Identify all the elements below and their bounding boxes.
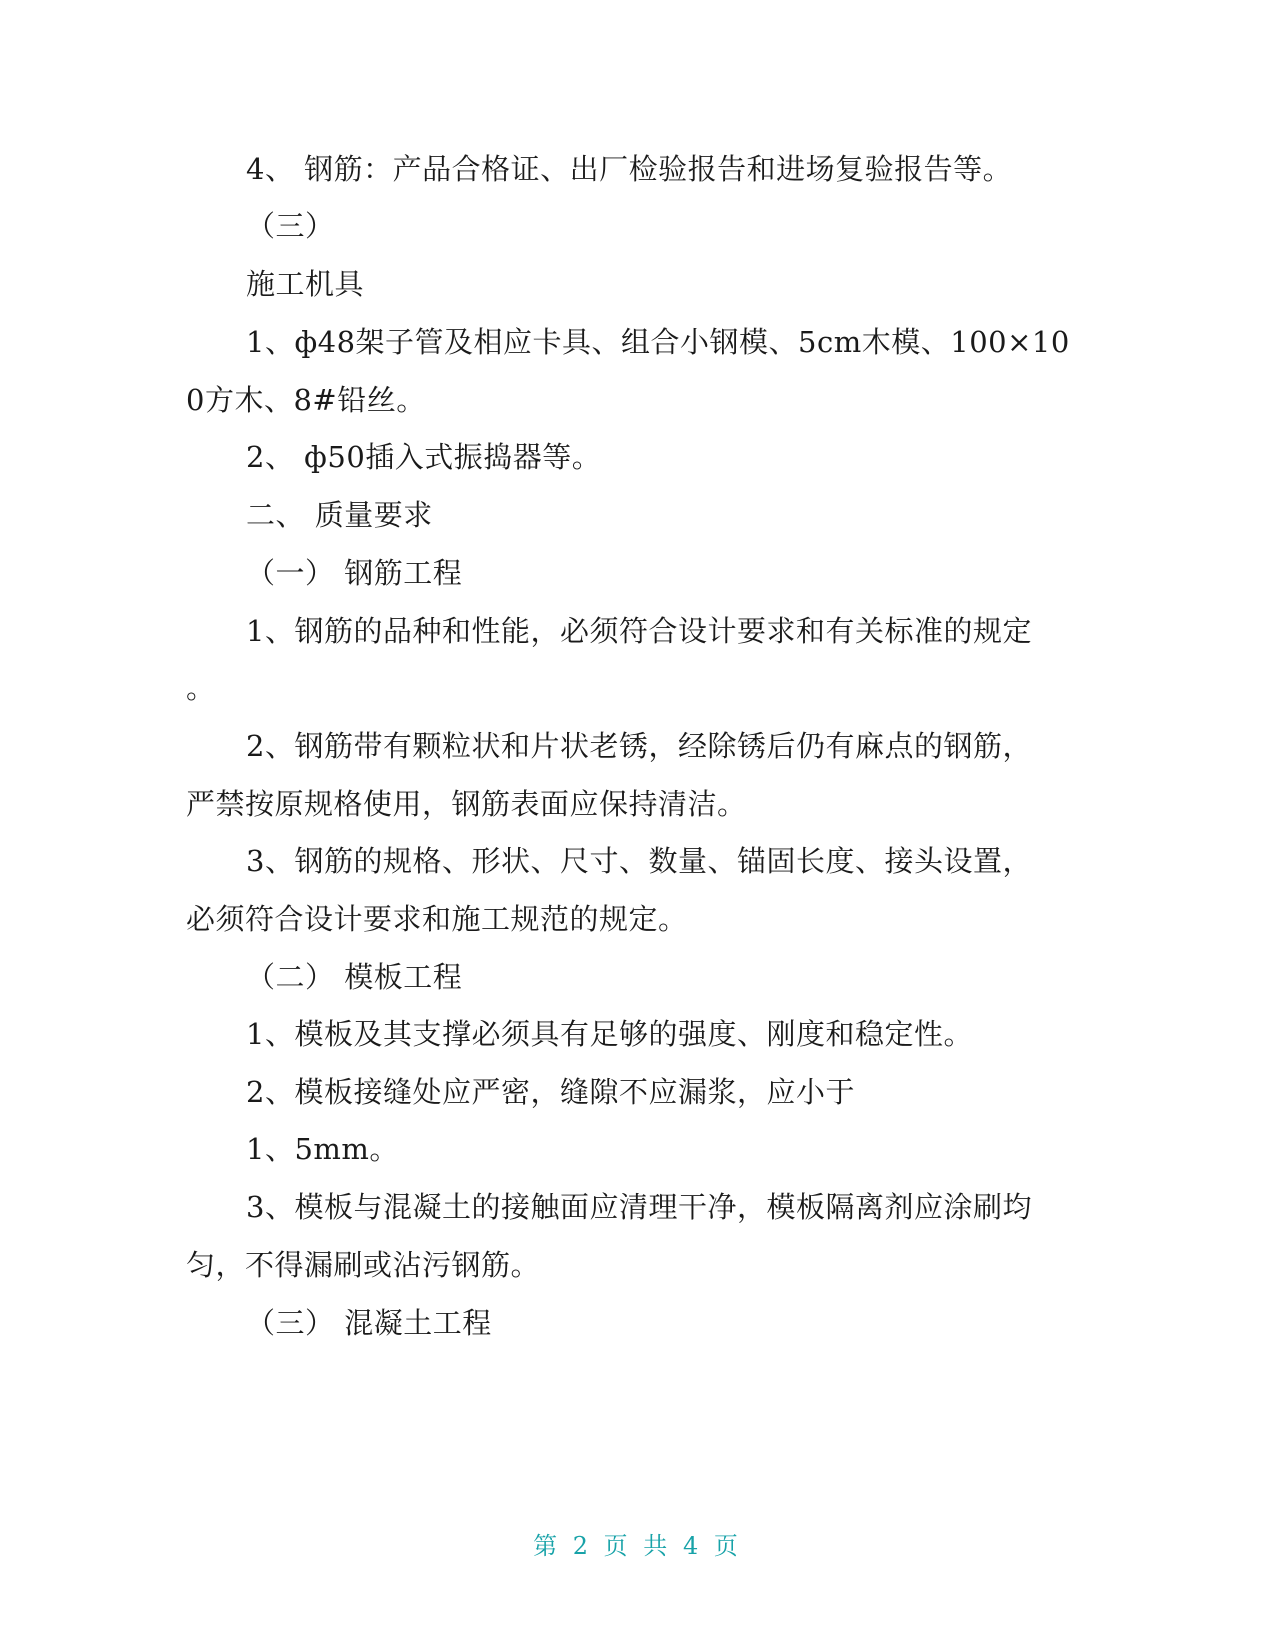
text-line: 匀，不得漏刷或沾污钢筋。: [186, 1248, 541, 1282]
text-line: 1、5mm。: [246, 1132, 399, 1166]
section-heading: （三） 混凝土工程: [246, 1306, 492, 1340]
section-heading: （一） 钢筋工程: [246, 556, 463, 590]
text-line: （三）: [246, 209, 335, 243]
section-heading: 施工机具: [246, 267, 365, 301]
section-heading: 二、 质量要求: [246, 498, 433, 532]
text-line: 1、钢筋的品种和性能，必须符合设计要求和有关标准的规定: [246, 614, 1032, 648]
text-line: 3、钢筋的规格、形状、尺寸、数量、锚固长度、接头设置，: [246, 844, 1032, 878]
text-line: 2、 ф50插入式振捣器等。: [246, 440, 602, 474]
text-line: 必须符合设计要求和施工规范的规定。: [186, 902, 688, 936]
text-line: 4、 钢筋：产品合格证、出厂检验报告和进场复验报告等。: [246, 152, 1013, 186]
text-line: 严禁按原规格使用，钢筋表面应保持清洁。: [186, 787, 747, 821]
text-line: 2、模板接缝处应严密，缝隙不应漏浆，应小于: [246, 1075, 855, 1109]
text-line: 。: [186, 671, 216, 705]
text-line: 2、钢筋带有颗粒状和片状老锈，经除锈后仍有麻点的钢筋，: [246, 729, 1032, 763]
text-line: 1、模板及其支撑必须具有足够的强度、刚度和稳定性。: [246, 1017, 973, 1051]
page-number-footer: 第 2 页 共 4 页: [533, 1532, 742, 1560]
section-heading: （二） 模板工程: [246, 960, 463, 994]
text-line: 3、模板与混凝土的接触面应清理干净，模板隔离剂应涂刷均: [246, 1190, 1032, 1224]
text-line: 0方木、8#铅丝。: [186, 383, 426, 417]
text-line: 1、ф48架子管及相应卡具、组合小钢模、5cm木模、100×10: [246, 325, 1070, 359]
